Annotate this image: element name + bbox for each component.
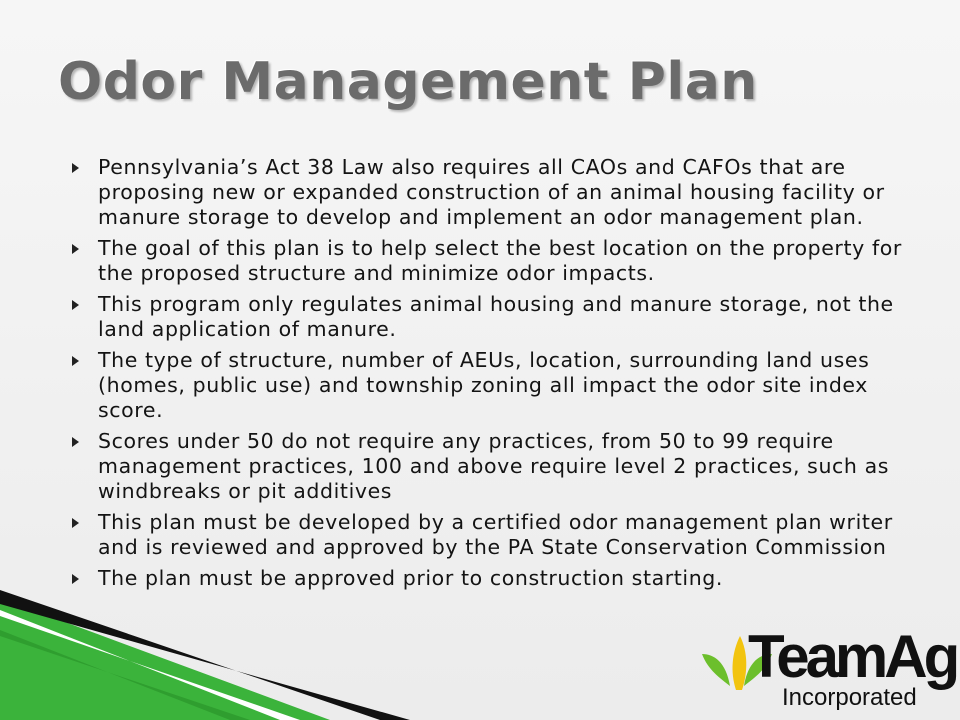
bullet-list [72,155,902,597]
bullet-text: The plan must be approved prior to construction starting. [98,566,724,590]
bullet-item [72,292,902,342]
bullet-text: The goal of this plan is to help select the best location on the property for the proposed structure and minimize odor impacts. [98,236,902,285]
teamag-logo [700,623,957,714]
slide-title: Odor Management Plan [58,52,758,112]
bullet-item [72,155,902,230]
logo-wordmark: TeamAg [748,623,957,690]
bullet-arrow-icon [72,574,79,584]
bullet-text: This plan must be developed by a certified odor management plan writer and is reviewed and approved by the PA State Conservation Commission [98,510,893,559]
corner-stripes-decoration [0,590,420,720]
bullet-text: The type of structure, number of AEUs, location, surrounding land uses (homes, public use) and township zoning all impact the odor site index score. [98,348,870,422]
bullet-item [72,348,902,423]
bullet-item [72,236,902,286]
bullet-item [72,566,902,591]
bullet-arrow-icon [72,356,79,366]
bullet-text: Pennsylvania’s Act 38 Law also requires all CAOs and CAFOs that are proposing new or expanded construction of an animal housing facility or manure storage to develop and implement an odor management plan. [98,155,885,229]
bullet-item [72,510,902,560]
bullet-arrow-icon [72,437,79,447]
bullet-arrow-icon [72,300,79,310]
bullet-arrow-icon [72,244,79,254]
bullet-text: Scores under 50 do not require any practices, from 50 to 99 require management practices, 100 and above require level 2 practices, such as windbreaks or pit additives [98,429,890,503]
bullet-item [72,429,902,504]
bullet-arrow-icon [72,518,79,528]
bullet-arrow-icon [72,163,79,173]
bullet-text: This program only regulates animal housing and manure storage, not the land application of manure. [98,292,894,341]
logo-subtitle: Incorporated [782,684,917,711]
